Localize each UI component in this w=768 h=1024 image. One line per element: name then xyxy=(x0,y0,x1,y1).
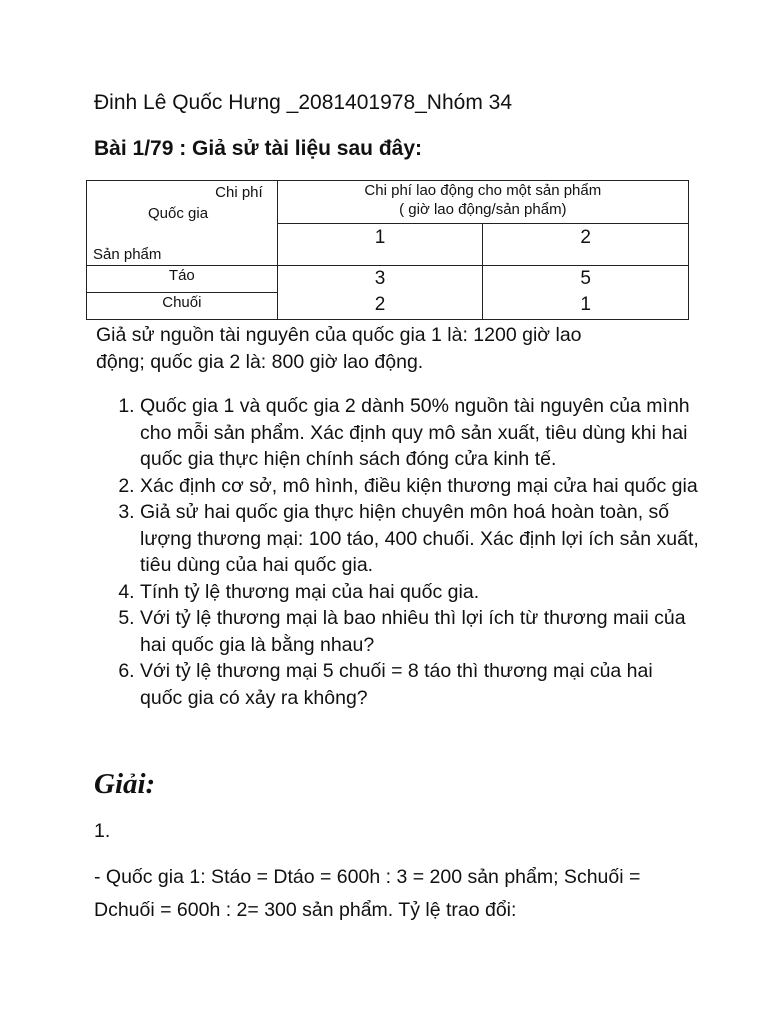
solution-line-2: Dchuối = 600h : 2= 300 sản phẩm. Tỷ lệ trao đổi: xyxy=(94,899,517,921)
labor-cost-table xyxy=(86,180,689,320)
task-item: 2. Xác định cơ sở, mô hình, điều kiện thương mại cửa hai quốc gia xyxy=(140,473,700,500)
country-2-values xyxy=(483,266,689,320)
cell-apple-country-2: 5 xyxy=(580,268,591,289)
row-label-banana: Chuối xyxy=(87,293,278,320)
task-list xyxy=(100,393,700,711)
task-item: 5. Với tỷ lệ thương mại là bao nhiêu thì lợi ích từ thương maii của hai quốc gia là bằng nhau? xyxy=(140,605,700,658)
exercise-title: Bài 1/79 : Giả sử tài liệu sau đây: xyxy=(94,137,423,160)
corner-country-label: Quốc gia xyxy=(148,205,209,222)
country-1-values xyxy=(277,266,483,320)
column-country-2: 2 xyxy=(483,223,689,266)
corner-product-label: Sản phẩm xyxy=(93,246,162,263)
intro-line-2: động; quốc gia 2 là: 800 giờ lao động. xyxy=(96,351,424,373)
intro-line-1: Giả sử nguồn tài nguyên của quốc gia 1 là: 1200 giờ lao xyxy=(96,324,582,346)
task-item: 3. Giả sử hai quốc gia thực hiện chuyên môn hoá hoàn toàn, số lượng thương mại: 100 táo, 400 chuối. Xác định lợi ích sản xuất, tiêu dùng của hai quốc gia. xyxy=(140,499,700,579)
solution-number: 1. xyxy=(94,820,111,842)
task-item: 6. Với tỷ lệ thương mại 5 chuối = 8 táo thì thương mại của hai quốc gia có xảy ra không? xyxy=(140,658,700,711)
header-line-2: ( giờ lao động/sản phẩm) xyxy=(399,201,567,218)
column-country-1: 1 xyxy=(277,223,483,266)
cell-apple-country-1: 3 xyxy=(374,268,386,289)
corner-cost-label: Chi phí xyxy=(215,184,263,201)
cell-banana-country-1: 2 xyxy=(374,294,386,315)
row-label-apple: Táo xyxy=(87,266,278,293)
task-item: 4. Tính tỷ lệ thương mại của hai quốc gia. xyxy=(140,579,700,606)
solution-line-1: - Quốc gia 1: Stáo = Dtáo = 600h : 3 = 200 sản phẩm; Schuối = xyxy=(94,866,641,888)
table-corner-cell xyxy=(87,181,278,266)
cell-banana-country-2: 1 xyxy=(580,294,591,315)
table-main-header xyxy=(277,181,688,224)
author-header: Đinh Lê Quốc Hưng _2081401978_Nhóm 34 xyxy=(94,91,513,114)
header-line-1: Chi phí lao động cho một sản phẩm xyxy=(364,182,602,199)
task-item: 1. Quốc gia 1 và quốc gia 2 dành 50% nguồn tài nguyên của mình cho mỗi sản phẩm. Xác định quy mô sản xuất, tiêu dùng khi hai quốc gia thực hiện chính sách đóng cửa kinh tế. xyxy=(140,393,700,473)
solution-heading: Giải: xyxy=(94,768,156,800)
